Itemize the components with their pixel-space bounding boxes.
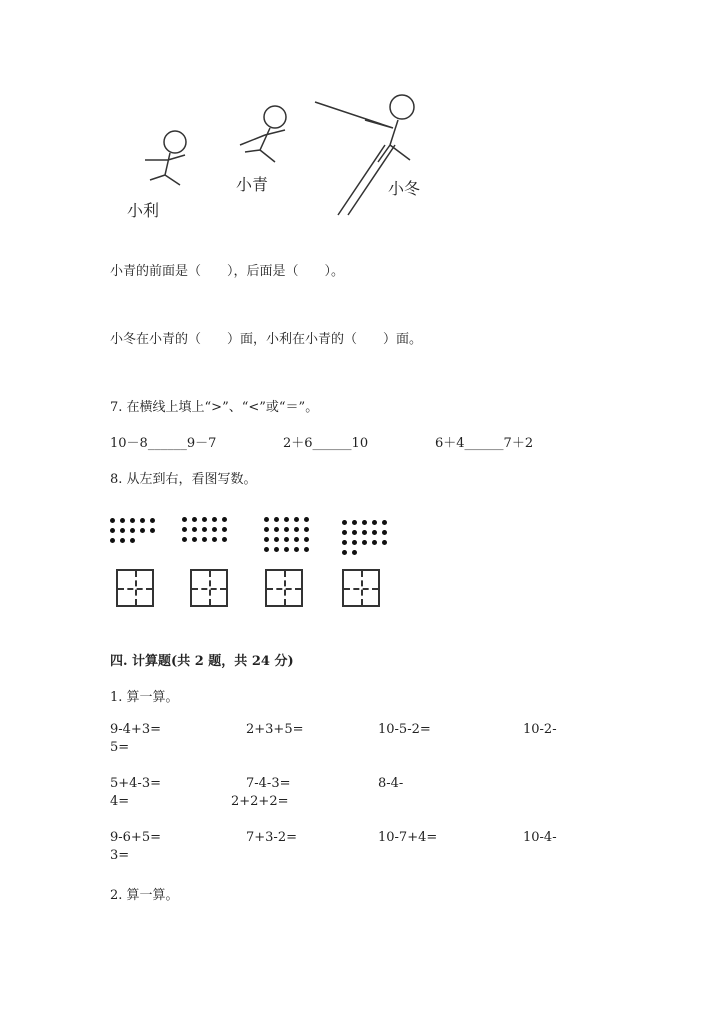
dot xyxy=(294,547,299,552)
dot xyxy=(274,537,279,542)
dot xyxy=(264,537,269,542)
dot xyxy=(130,518,135,523)
label-xiaoli: 小利 xyxy=(127,201,160,220)
calc-item: 4= xyxy=(110,794,130,809)
calc-item: 10-2- xyxy=(523,722,557,737)
label-xiaodong: 小冬 xyxy=(388,179,421,198)
dot xyxy=(372,530,377,535)
dot xyxy=(192,537,197,542)
dot xyxy=(192,527,197,532)
dot xyxy=(222,527,227,532)
section-title: 四. 计算题(共 2 题，共 24 分) xyxy=(110,654,294,669)
calc-item: 5= xyxy=(110,740,130,755)
dot xyxy=(202,527,207,532)
dot xyxy=(382,530,387,535)
calc-item: 9-6+5= xyxy=(110,830,161,845)
calc-item: 10-5-2= xyxy=(378,722,431,737)
dot xyxy=(120,518,125,523)
q7-item: 2＋6______10 xyxy=(283,436,369,451)
question-front-back: 小青的前面是（ ），后面是（ ）。 xyxy=(110,264,345,279)
dot xyxy=(274,517,279,522)
dot xyxy=(342,550,347,555)
dot xyxy=(284,547,289,552)
running-kids-illustration xyxy=(110,90,470,220)
c1-title: 1. 算一算。 xyxy=(110,690,179,705)
dot xyxy=(212,537,217,542)
q7-item: 6＋4______7＋2 xyxy=(435,436,534,451)
dot xyxy=(352,520,357,525)
question-dong: 小冬在小青的（ ）面，小利在小青的（ ）面。 xyxy=(110,332,423,347)
dot xyxy=(382,540,387,545)
calc-item: 5+4-3= xyxy=(110,776,161,791)
dot xyxy=(382,520,387,525)
dot xyxy=(140,528,145,533)
dot-group xyxy=(264,517,314,552)
dot-group xyxy=(110,518,160,543)
dot xyxy=(130,538,135,543)
dot xyxy=(372,550,382,555)
calc-item: 2+3+5= xyxy=(246,722,304,737)
dot xyxy=(352,550,357,555)
dot xyxy=(110,518,115,523)
q7-title: 7. 在横线上填上“>”、“<”或“＝”。 xyxy=(110,400,319,415)
dot-group xyxy=(342,520,392,555)
calc-item: 2+2+2= xyxy=(231,794,289,809)
calc-item: 7-4-3= xyxy=(246,776,291,791)
dot xyxy=(304,517,309,522)
dot-group xyxy=(182,517,232,542)
dot xyxy=(294,537,299,542)
dot xyxy=(140,538,150,543)
dot xyxy=(212,517,217,522)
dot xyxy=(212,527,217,532)
dot xyxy=(222,537,227,542)
answer-box[interactable] xyxy=(190,569,228,607)
label-xiaoqing: 小青 xyxy=(236,175,269,194)
dot xyxy=(352,530,357,535)
calc-item: 8-4- xyxy=(378,776,404,791)
dot xyxy=(284,527,289,532)
dot xyxy=(362,540,367,545)
q7-item: 10－8______9－7 xyxy=(110,436,217,451)
answer-box[interactable] xyxy=(265,569,303,607)
q8-title: 8. 从左到右，看图写数。 xyxy=(110,472,257,487)
dot xyxy=(150,538,160,543)
calc-item: 3= xyxy=(110,848,130,863)
c2-title: 2. 算一算。 xyxy=(110,888,179,903)
dot xyxy=(264,517,269,522)
dot xyxy=(264,547,269,552)
answer-box[interactable] xyxy=(342,569,380,607)
dot xyxy=(274,527,279,532)
dot xyxy=(304,527,309,532)
calc-item: 10-7+4= xyxy=(378,830,438,845)
dot xyxy=(120,538,125,543)
calc-item: 7+3-2= xyxy=(246,830,297,845)
dot xyxy=(304,547,309,552)
dot xyxy=(362,520,367,525)
dot xyxy=(140,518,145,523)
answer-box[interactable] xyxy=(116,569,154,607)
dot xyxy=(120,528,125,533)
dot xyxy=(130,528,135,533)
calc-item: 9-4+3= xyxy=(110,722,161,737)
dot xyxy=(342,540,347,545)
dot xyxy=(182,537,187,542)
dot xyxy=(150,528,155,533)
dot xyxy=(274,547,279,552)
dot xyxy=(294,517,299,522)
dot xyxy=(202,537,207,542)
calc-item: 10-4- xyxy=(523,830,557,845)
dot xyxy=(362,550,372,555)
dot xyxy=(182,517,187,522)
dot xyxy=(284,517,289,522)
dot xyxy=(264,527,269,532)
dot xyxy=(342,520,347,525)
dot xyxy=(382,550,392,555)
dot xyxy=(110,538,115,543)
dot xyxy=(352,540,357,545)
dot xyxy=(372,540,377,545)
dot xyxy=(304,537,309,542)
dot xyxy=(192,517,197,522)
dot xyxy=(202,517,207,522)
dot xyxy=(372,520,377,525)
dot xyxy=(294,527,299,532)
dot xyxy=(284,537,289,542)
dot xyxy=(150,518,155,523)
dot xyxy=(222,517,227,522)
dot xyxy=(182,527,187,532)
dot xyxy=(342,530,347,535)
dot xyxy=(110,528,115,533)
dot xyxy=(362,530,367,535)
